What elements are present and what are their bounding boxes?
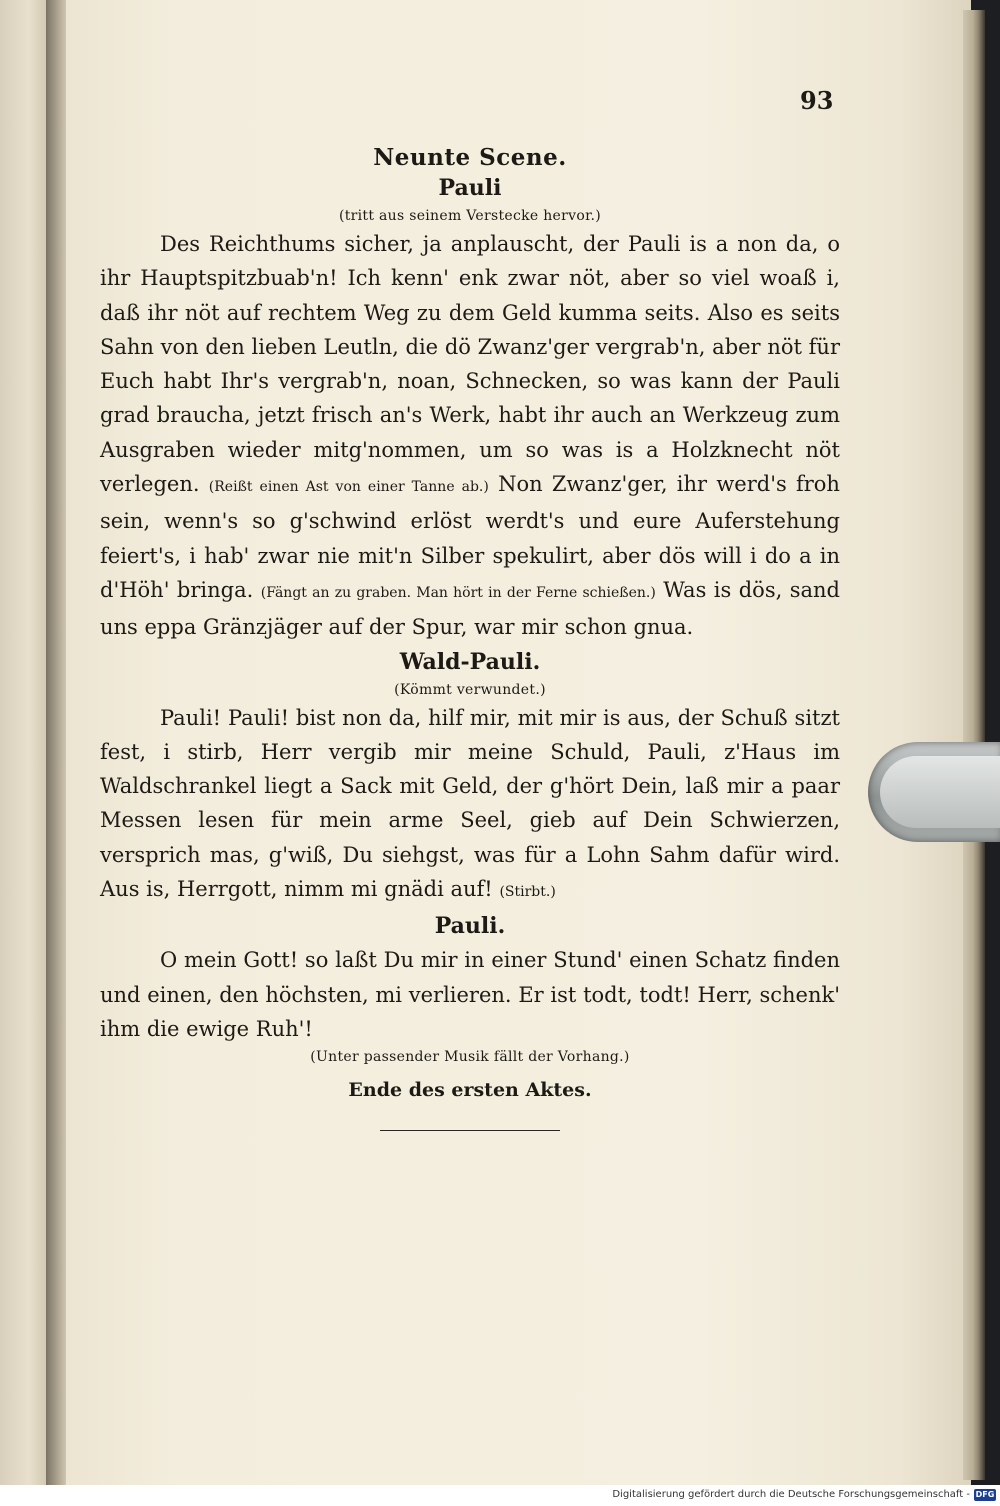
speaker-pauli: Pauli [438, 175, 502, 201]
dialogue-text: Non Zwanz'ger, ihr werd's froh sein, wenn's so g'schwind erlöst werdt's und eure Auferstehung feiert's, i hab' zwar nie mit'n Silber spekulirt, aber dös will i do a in d'Höh' bringa. [100, 472, 840, 602]
dialogue-paragraph [100, 227, 840, 645]
dialogue-text: Pauli! Pauli! bist non da, hilf mir, mit mir is aus, der Schuß sitzt fest, i stirb, Herr vergib mir meine Schuld, Pauli, z'Haus im Waldschrankel liegt a Sack mit Geld, der g'hört Dein, laß mir a paar Messen lesen für mein arme Seel, gieb auf Dein Schwierzen, versprich mas, g'wiß, Du siehgst, was für a Lohn Sahm dafür wird. Aus is, Herrgott, nimm mi gnädi auf! [100, 705, 840, 902]
stage-direction: (Kömmt verwundet.) [394, 681, 546, 698]
stage-direction: (tritt aus seinem Verstecke hervor.) [338, 208, 602, 224]
dialogue-text: Was is dös, sand uns eppa Gränzjäger auf der Spur, war mir schon gnua. [100, 577, 840, 640]
dialogue-text: Des Reichthums sicher, ja anplauscht, der Pauli is a non da, o ihr Hauptspitzbuab'n! Ich kenn' enk zwar nöt, aber so viel woaß i, daß ihr nöt auf rechtem Weg zu dem Geld kumma seits. Also es seits Sahn von den lieben Leutln, die dö Zwanz'ger vergrab'n, aber nöt für Euch habt Ihr's vergrab'n, noan, Schnecken, so was kann der Pauli grad braucha, jetzt frisch an's Werk, habt ihr auch an Werkzeug zum Ausgraben wieder mitg'nommen, um so was is a Holzknecht nöt verlegen. [100, 232, 840, 497]
dialogue-paragraph: O mein Gott! so laßt Du mir in einer Stund' einen Schatz finden und einen, den höchsten, mi verlieren. Er ist todt, todt! Herr, schenk' ihm die ewige Ruh'! [100, 948, 840, 1041]
end-rule [380, 1130, 560, 1131]
dialogue-paragraph [100, 701, 840, 910]
page-text [100, 140, 840, 1131]
speaker-pauli: Pauli. [434, 913, 506, 940]
page-clip-highlight [880, 756, 1000, 828]
inline-stage-direction: (Fängt an zu graben. Man hört in der Ferne schießen.) [260, 584, 656, 601]
scene-title: Neunte Scene. [373, 144, 567, 171]
dfg-logo-icon: DFG [975, 1490, 995, 1499]
inline-stage-direction: (Reißt einen Ast von einer Tanne ab.) [208, 479, 489, 496]
stage-direction: (Unter passender Musik fällt der Vorhang.) [310, 1049, 630, 1066]
act-end: Ende des ersten Aktes. [348, 1079, 592, 1102]
speaker-wald-pauli: Wald-Pauli. [399, 648, 541, 675]
inline-stage-direction: (Stirbt.) [499, 884, 556, 901]
page-number: 93 [800, 86, 834, 115]
digitization-credit: Digitalisierung gefördert durch die Deutsche Forschungsgemeinschaft - [612, 1489, 970, 1500]
